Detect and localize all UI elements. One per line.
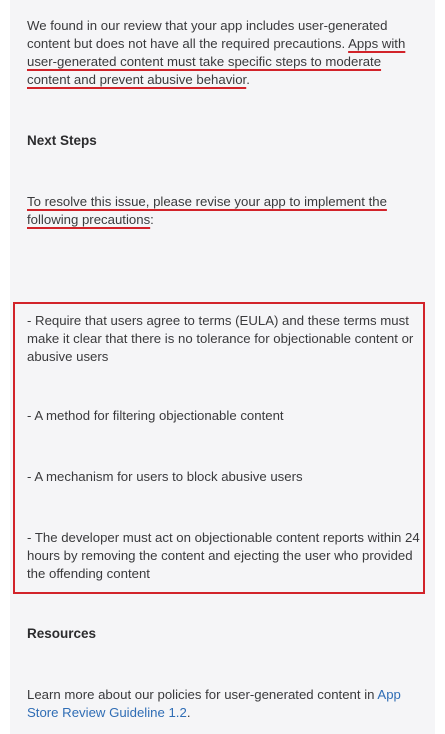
precaution-item-filtering: - A method for filtering objectionable content [27, 408, 284, 423]
next-steps-heading: Next Steps [27, 133, 97, 148]
intro-paragraph [27, 17, 422, 89]
precaution-item-eula: - Require that users agree to terms (EULA) and these terms must make it clear that there is no tolerance for objectionable content or abusive users [27, 313, 414, 364]
precaution-item-reports: - The developer must act on objectionable content reports within 24 hours by removing the content and ejecting the user who provided the offending content [27, 530, 420, 581]
next-steps-paragraph [27, 193, 422, 229]
next-steps-highlighted-text: To resolve this issue, please revise your app to implement the following precautions [27, 194, 387, 227]
intro-text: We found in our review that your app includes user-generated content but does not have all the required precautions. [27, 18, 388, 51]
resources-text: Learn more about our policies for user-generated content in [27, 687, 378, 702]
intro-highlighted-text: Apps with user-generated content must take specific steps to moderate content and prevent abusive behavior [27, 36, 406, 87]
guideline-link[interactable]: App Store Review Guideline 1.2 [27, 687, 401, 720]
resources-heading: Resources [27, 626, 97, 641]
review-message-panel [10, 0, 435, 734]
next-steps-colon: : [150, 212, 154, 227]
resources-period: . [186, 705, 191, 720]
precaution-item-blocking: - A mechanism for users to block abusive users [27, 469, 303, 484]
resources-paragraph [27, 686, 422, 722]
intro-period: . [246, 72, 250, 87]
